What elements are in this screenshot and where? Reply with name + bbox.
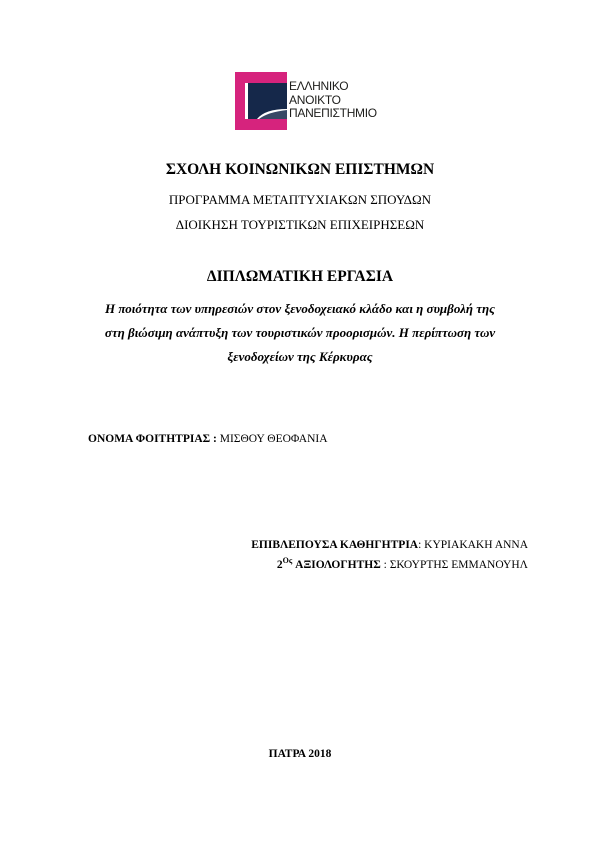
thesis-title-line-1: Η ποιότητα των υπηρεσιών στον ξενοδοχειακό κλάδο και η συμβολή της — [105, 301, 495, 316]
student-name: ΜΙΣΘΟΥ ΘΕΟΦΑΝΙΑ — [219, 433, 328, 445]
university-logo — [235, 72, 385, 130]
student-label: ΟΝΟΜΑ ΦΟΙΤΗΤΡΙΑΣ : — [88, 433, 217, 445]
logo-line-3: ΠΑΝΕΠΙΣΤΗΜΙΟ — [289, 106, 377, 120]
supervisor-name: : ΚΥΡΙΑΚΑΚΗ ΑΝΝΑ — [418, 539, 528, 551]
examiner-name: : ΣΚΟΥΡΤΗΣ ΕΜΜΑΝΟΥΗΛ — [383, 559, 528, 571]
thesis-title-line-2: στη βιώσιμη ανάπτυξη των τουριστικών προορισμών. Η περίπτωση των — [104, 325, 496, 340]
examiner-ordinal: 2 — [276, 559, 283, 571]
supervisor-label: ΕΠΙΒΛΕΠΟΥΣΑ ΚΑΘΗΓΗΤΡΙΑ — [251, 539, 419, 551]
examiner-line — [276, 556, 528, 571]
examiner-ordinal-suffix: Ος — [282, 556, 293, 566]
department-name: ΔΙΟΙΚΗΣΗ ΤΟΥΡΙΣΤΙΚΩΝ ΕΠΙΧΕΙΡΗΣΕΩΝ — [175, 217, 425, 232]
thesis-title — [60, 297, 540, 369]
student-line — [88, 433, 328, 445]
examiner-label: ΑΞΙΟΛΟΓΗΤΗΣ — [295, 559, 381, 571]
program-name: ΠΡΟΓΡΑΜΜΑ ΜΕΤΑΠΤΥΧΙΑΚΩΝ ΣΠΟΥΔΩΝ — [168, 192, 432, 207]
thesis-label: ΔΙΠΛΩΜΑΤΙΚΗ ΕΡΓΑΣΙΑ — [206, 268, 394, 285]
university-emblem-icon — [235, 72, 287, 130]
logo-wordmark — [289, 80, 377, 121]
logo-line-1: ΕΛΛΗΝΙΚΟ — [289, 79, 349, 93]
supervisor-line — [251, 539, 528, 551]
place-year: ΠΑΤΡΑ 2018 — [268, 748, 332, 760]
logo-line-2: ΑΝΟΙΚΤΟ — [289, 92, 341, 107]
thesis-title-line-3: ξενοδοχείων της Κέρκυρας — [227, 349, 373, 364]
school-name: ΣΧΟΛΗ ΚΟΙΝΩΝΙΚΩΝ ΕΠΙΣΤΗΜΩΝ — [165, 161, 435, 178]
